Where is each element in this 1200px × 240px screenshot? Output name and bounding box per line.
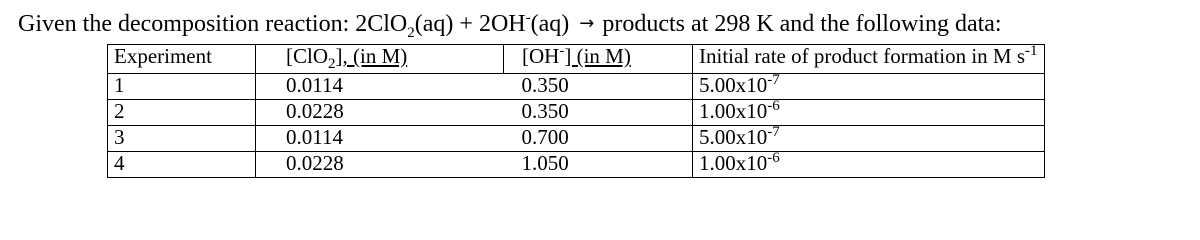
cell-rate-exponent: -7 [767, 72, 780, 88]
cell-rate-exponent: -6 [767, 98, 780, 114]
table-row [108, 152, 1045, 178]
reaction-arrow-icon: → [579, 13, 595, 34]
header-rate-pre: Initial rate of product formation in M s [699, 44, 1026, 68]
cell-rate [693, 152, 1045, 178]
header-clo2-post: ], (in M) [335, 44, 408, 68]
header-oh-concentration [504, 45, 693, 74]
header-experiment: Experiment [108, 45, 256, 74]
table-header-row [108, 45, 1045, 74]
reactant-oh-state: (aq) [530, 11, 570, 37]
table-row [108, 100, 1045, 126]
cell-oh: 0.350 [521, 99, 569, 123]
cell-rate [693, 100, 1045, 126]
cell-rate-base: 1.00x10 [699, 151, 768, 175]
header-clo2-subscript: 2 [328, 56, 336, 73]
cell-rate-base: 1.00x10 [699, 99, 768, 123]
cell-clo2: 0.0228 [286, 99, 344, 123]
cell-rate-base: 5.00x10 [699, 125, 768, 149]
reactant-clo2: 2ClO [355, 11, 408, 37]
cell-clo2: 0.0114 [286, 73, 343, 97]
cell-experiment: 4 [108, 152, 256, 178]
problem-statement [18, 10, 1002, 40]
cell-rate-base: 5.00x10 [699, 73, 768, 97]
cell-rate [693, 74, 1045, 100]
cell-oh: 0.700 [521, 125, 569, 149]
cell-experiment: 1 [108, 74, 256, 100]
cell-rate-exponent: -6 [767, 150, 780, 166]
reactant-clo2-subscript: 2 [407, 24, 415, 41]
cell-clo2: 0.0228 [256, 152, 504, 178]
problem-intro: Given the decomposition reaction: [18, 11, 356, 37]
cell-oh: 0.350 [521, 73, 569, 97]
reactant-oh-charge: - [525, 10, 531, 26]
reactant-oh: (aq) + 2OH [414, 11, 526, 37]
header-clo2-pre: [ClO [286, 44, 328, 68]
header-initial-rate [693, 45, 1045, 74]
table-row [108, 126, 1045, 152]
cell-experiment: 3 [108, 126, 256, 152]
header-rate-unit-exponent: -1 [1025, 43, 1038, 59]
header-oh-charge: - [559, 43, 565, 59]
cell-experiment: 2 [108, 100, 256, 126]
header-oh-pre: [OH [522, 44, 560, 68]
header-oh-post: ] (in M) [564, 44, 631, 68]
header-clo2-concentration [256, 45, 504, 74]
kinetics-data-table [107, 44, 1045, 178]
cell-rate [693, 126, 1045, 152]
cell-oh: 1.050 [504, 152, 693, 178]
cell-clo2: 0.0114 [286, 125, 343, 149]
products-text: products at 298 K and the following data: [602, 11, 1002, 37]
table-row [108, 74, 1045, 100]
cell-rate-exponent: -7 [767, 124, 780, 140]
